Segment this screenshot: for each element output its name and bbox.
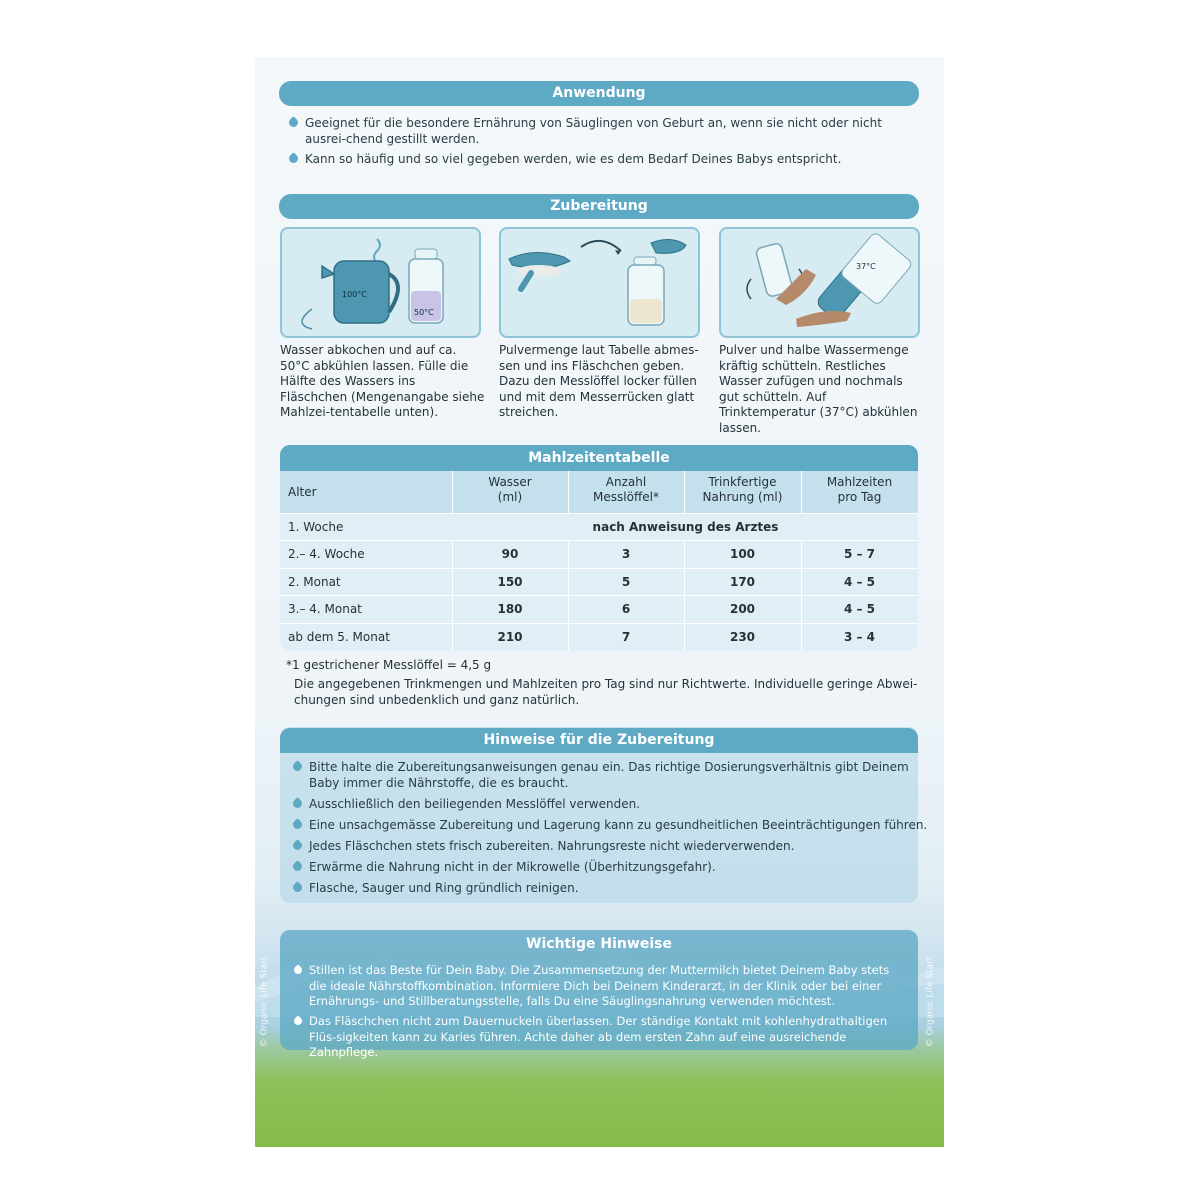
hinweise-bullet-5: Erwärme die Nahrung nicht in der Mikrowelle (Überhitzungsgefahr). [309,859,929,875]
table-row: 2.– 4. Woche 90 3 100 5 – 7 [280,540,918,568]
table-row: 2. Monat 150 5 170 4 – 5 [280,568,918,596]
svg-text:37°C: 37°C [856,262,876,271]
anwendung-bullet-1: Geeignet für die besondere Ernährung von Säuglingen von Geburt an, wenn sie nicht oder nicht ausrei-chend gestillt werden. [305,115,925,147]
wichtig-bullet-1: Stillen ist das Beste für Dein Baby. Die Zusammensetzung der Muttermilch bietet Deinem Baby stets die ideale Nährstoffkombination. Informiere Dich bei Deinem Kinderarzt, in der Klinik oder bei einer Ernährungs- und Stillberatungsstelle, falls Du eine Säuglingsnahrung verwenden möchtest. [309,963,899,1010]
step3-illustration [719,227,920,338]
table-footnote: *1 gestrichener Messlöffel = 4,5 g [286,658,492,672]
zubereitung-heading: Zubereitung [279,194,919,219]
step2-illustration [499,227,700,338]
header-nahrung: Trinkfertige Nahrung (ml) [702,475,783,504]
mahlzeiten-table [280,445,918,651]
hinweise-bullet-6: Flasche, Sauger und Ring gründlich reinigen. [309,880,929,896]
table-remark: Die angegebenen Trinkmengen und Mahlzeiten pro Tag sind nur Richtwerte. Individuelle geringe Abwei-chungen sind unbedenklich und ganz natürlich. [294,677,918,707]
hinweise-bullet-3: Eine unsachgemässe Zubereitung und Lagerung kann zu gesundheitlichen Beeinträchtigungen führen. [309,818,928,832]
table-row: 1. Woche nach Anweisung des Arztes [280,513,918,541]
header-alter: Alter [288,485,317,499]
header-mahlzeiten: Mahlzeiten pro Tag [826,475,893,504]
copyright-left: © Organic Life Start [259,956,270,1048]
hinweise-heading: Hinweise für die Zubereitung [280,728,918,753]
copyright-right: © Organic Life Start [925,956,936,1048]
shaking-bottle-icon [721,229,918,336]
anwendung-heading: Anwendung [279,81,919,106]
svg-text:50°C: 50°C [414,308,434,317]
wichtig-heading: Wichtige Hinweise [526,936,672,952]
header-messloeffel: Anzahl Messlöffel* [593,475,659,504]
step2-text: Pulvermenge laut Tabelle abmes-sen und ins Fläschchen geben. Dazu den Messlöffel locker füllen und mit dem Messerrücken glatt streichen. [499,343,699,419]
kettle-bottle-icon [282,229,479,336]
wichtig-bullet-2: Das Fläschchen nicht zum Dauernuckeln überlassen. Der ständige Kontakt mit kohlenhydrathaltigen Flüs-sigkeiten kann zu Karies führen. Achte daher ab dem ersten Zahn auf eine ausreichende Zahnpflege. [309,1014,899,1061]
header-wasser: Wasser (ml) [488,475,532,504]
step1-illustration [280,227,481,338]
scoop-bottle-icon [501,229,698,336]
table-title: Mahlzeitentabelle [280,445,918,471]
hinweise-bullet-1: Bitte halte die Zubereitungsanweisungen genau ein. Das richtige Dosierungsverhältnis gibt Deinem Baby immer die Nährstoffe, die es braucht. [309,760,909,790]
anwendung-bullet-2: Kann so häufig und so viel gegeben werden, wie es dem Bedarf Deines Babys entspricht. [305,151,925,167]
table-row: 3.– 4. Monat 180 6 200 4 – 5 [280,595,918,623]
step3-text: Pulver und halbe Wassermenge kräftig schütteln. Restliches Wasser zufügen und nochmals gut schütteln. Auf Trinktemperatur (37°C) abkühlen lassen. [719,343,918,435]
package-back-panel [255,57,944,1147]
hinweise-panel [280,727,918,903]
svg-text:100°C: 100°C [342,290,367,299]
step1-text: Wasser abkochen und auf ca. 50°C abkühlen lassen. Fülle die Hälfte des Wassers ins Fläschchen (Mengenangabe siehe Mahlzei-tentabelle unten). [280,343,485,419]
hinweise-bullet-4: Jedes Fläschchen stets frisch zubereiten. Nahrungsreste nicht wiederverwenden. [309,838,929,854]
hinweise-bullet-2: Ausschließlich den beiliegenden Messlöffel verwenden. [309,796,929,812]
table-row: ab dem 5. Monat 210 7 230 3 – 4 [280,623,918,651]
